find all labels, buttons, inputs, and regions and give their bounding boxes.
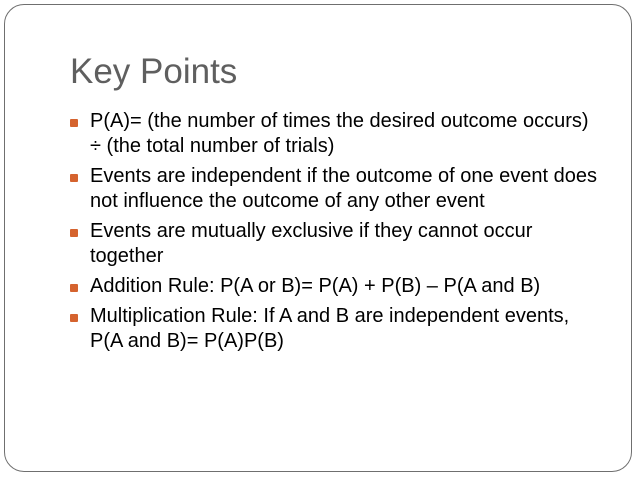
bullet-text: P(A)= (the number of times the desired outcome occurs) ÷ (the total number of trials) xyxy=(90,110,589,157)
bullet-item xyxy=(70,274,600,299)
bullet-text: Events are independent if the outcome of one event does not influence the outcome of any other event xyxy=(90,165,598,212)
bullet-square-icon xyxy=(70,119,78,127)
bullet-square-icon xyxy=(70,284,78,292)
bullet-item xyxy=(70,304,600,354)
bullet-square-icon xyxy=(70,174,78,182)
bullet-list xyxy=(70,109,600,359)
bullet-square-icon xyxy=(70,314,78,322)
slide-title: Key Points xyxy=(70,52,238,91)
bullet-text: Addition Rule: P(A or B)= P(A) + P(B) – P(A and B) xyxy=(90,275,541,297)
bullet-text: Multiplication Rule: If A and B are independent events, P(A and B)= P(A)P(B) xyxy=(90,305,570,352)
bullet-item xyxy=(70,219,600,269)
bullet-item xyxy=(70,109,600,159)
bullet-square-icon xyxy=(70,229,78,237)
bullet-item xyxy=(70,164,600,214)
bullet-text: Events are mutually exclusive if they cannot occur together xyxy=(90,220,533,267)
